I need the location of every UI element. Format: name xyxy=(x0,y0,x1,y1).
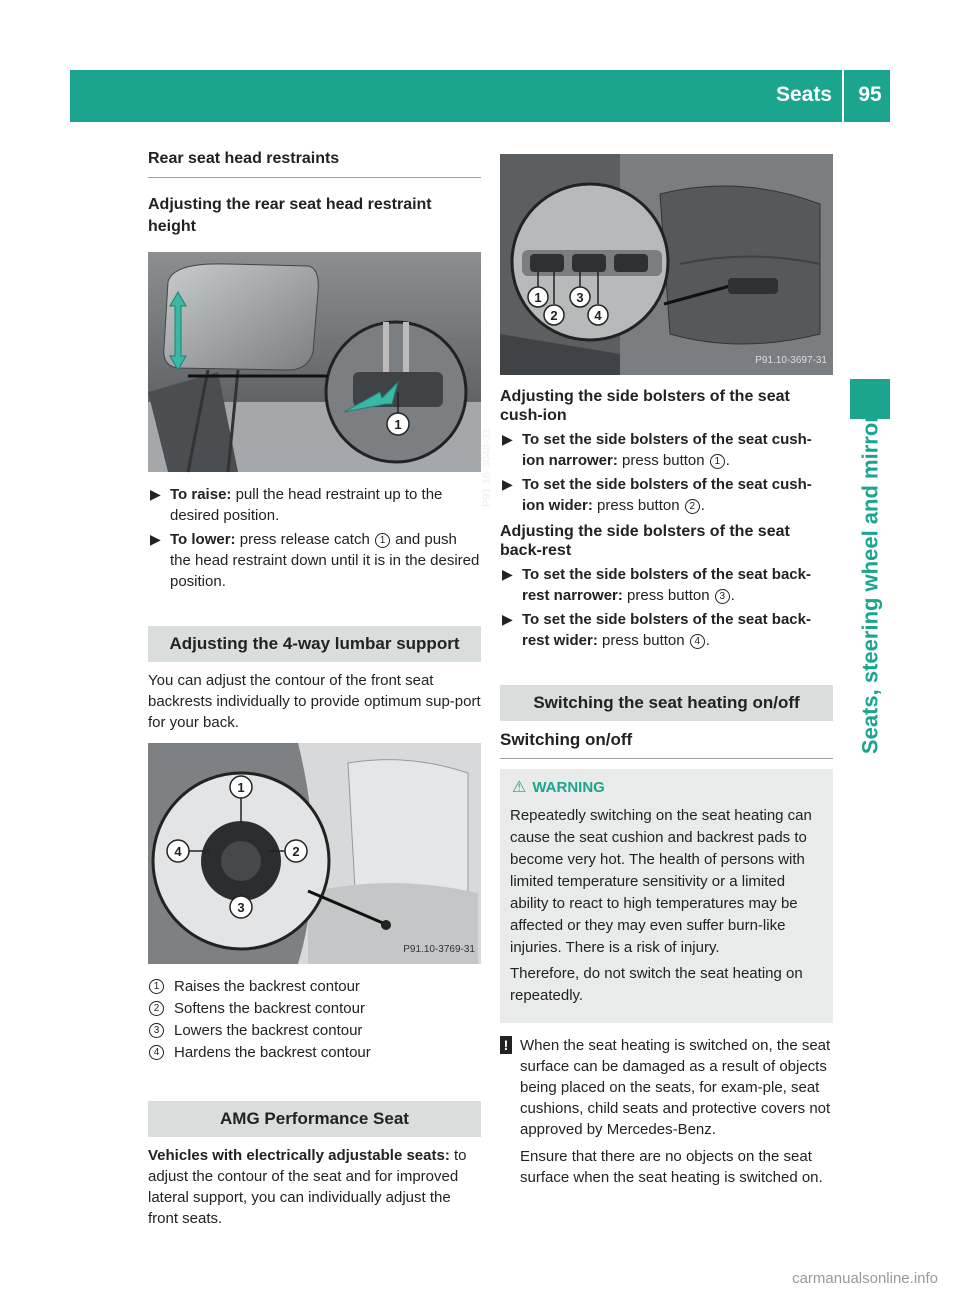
legend-item xyxy=(148,976,481,997)
arrow-icon: ▶ xyxy=(502,566,513,582)
legend-text: Hardens the backrest contour xyxy=(174,1044,371,1061)
bolster-callout-1: 1 xyxy=(534,290,542,305)
lumbar-callout-3: 3 xyxy=(237,900,245,915)
figure-side-bolsters xyxy=(500,154,833,375)
header-bar xyxy=(70,70,890,122)
figure-lumbar xyxy=(148,743,481,964)
backrest-steps xyxy=(500,564,833,651)
legend-num: 2 xyxy=(149,1001,164,1016)
raise-text: pull the head restraint up to the desired position. xyxy=(170,486,443,524)
legend-num: 3 xyxy=(149,1023,164,1038)
arrow-icon: ▶ xyxy=(150,531,161,547)
step-text: press button xyxy=(602,632,685,649)
head-restraint-illustration xyxy=(148,252,481,472)
step-cushion-narrow: ▶ To set the side bolsters of the seat cush-ion narrower: press button 1 . xyxy=(502,431,812,469)
right-column xyxy=(500,154,833,1194)
legend-text: Lowers the backrest contour xyxy=(174,1022,363,1039)
subheading-cushion: Adjusting the side bolsters of the seat cush-ion xyxy=(500,388,790,424)
lumbar-body: You can adjust the contour of the front seat backrests individually to provide optimum sup-port for your back. xyxy=(148,672,481,731)
raise-label: To raise: xyxy=(170,486,232,503)
header-section-title: Seats xyxy=(775,83,832,106)
callout-ref: 1 xyxy=(710,454,725,469)
step-back-wide: ▶ To set the side bolsters of the seat back-rest wider: press button 4 . xyxy=(502,611,811,649)
side-bolster-illustration xyxy=(500,154,833,375)
warning-title xyxy=(510,777,823,799)
step-label: To set the side bolsters of the seat back-rest wider: xyxy=(522,611,811,649)
subheading-head-restraint-height: Adjusting the rear seat head restraint height xyxy=(148,196,432,235)
arrow-icon: ▶ xyxy=(502,611,513,627)
subheading-backrest: Adjusting the side bolsters of the seat back-rest xyxy=(500,523,790,559)
cushion-steps xyxy=(500,429,833,516)
left-column xyxy=(148,148,493,1239)
page-number: 95 xyxy=(858,83,882,106)
callout-ref: 3 xyxy=(715,589,730,604)
section-title-lumbar: Adjusting the 4-way lumbar support xyxy=(148,626,481,662)
amg-body xyxy=(148,1145,481,1229)
step-back-narrow: ▶ To set the side bolsters of the seat back-rest narrower: press button 3 . xyxy=(502,566,811,604)
warning-icon: ⚠ xyxy=(512,779,527,796)
arrow-icon: ▶ xyxy=(502,431,513,447)
callout-ref: 1 xyxy=(375,533,390,548)
lower-text-a: press release catch xyxy=(239,531,370,548)
header-separator xyxy=(842,70,844,122)
footer-watermark: carmanualsonline.info xyxy=(792,1270,938,1287)
side-tab-text: Seats, steering wheel and mirrors xyxy=(857,401,883,755)
lumbar-illustration xyxy=(148,743,481,964)
subheading-switching-on-off: Switching on/off xyxy=(500,729,833,759)
legend-item xyxy=(148,998,481,1019)
arrow-icon: ▶ xyxy=(502,476,513,492)
fig1-callout-1: 1 xyxy=(394,417,402,432)
bolster-callout-4: 4 xyxy=(594,308,602,323)
bolster-callout-2: 2 xyxy=(550,308,558,323)
lumbar-legend xyxy=(148,976,481,1063)
amg-lead: Vehicles with electrically adjustable seats: xyxy=(148,1147,450,1164)
bolster-callout-3: 3 xyxy=(576,290,584,305)
head-restraint-steps xyxy=(148,484,481,592)
step-lower xyxy=(148,529,481,592)
lumbar-callout-4: 4 xyxy=(174,844,182,859)
legend-text: Raises the backrest contour xyxy=(174,978,360,995)
fig1-code: P91.16-3048-31 xyxy=(481,428,493,507)
bolster-fig-code: P91.10-3697-31 xyxy=(755,355,827,366)
legend-num: 4 xyxy=(149,1045,164,1060)
callout-ref: 2 xyxy=(685,499,700,514)
note-box xyxy=(500,1035,833,1188)
step-text: press button xyxy=(597,497,680,514)
lumbar-callout-1: 1 xyxy=(237,780,245,795)
warning-box xyxy=(500,769,833,1023)
lumbar-callout-2: 2 xyxy=(292,844,300,859)
legend-item xyxy=(148,1042,481,1063)
legend-num: 1 xyxy=(149,979,164,994)
lower-label: To lower: xyxy=(170,531,236,548)
warning-title-text: WARNING xyxy=(532,779,605,796)
warning-p2: Therefore, do not switch the seat heating on repeatedly. xyxy=(510,965,803,1004)
exclamation-icon: ! xyxy=(500,1036,512,1054)
step-label: To set the side bolsters of the seat cush-ion narrower: xyxy=(522,431,812,469)
arrow-icon: ▶ xyxy=(150,486,161,502)
section-title-amg: AMG Performance Seat xyxy=(148,1101,481,1137)
note-p2: Ensure that there are no objects on the seat surface when the seat heating is switched on. xyxy=(520,1148,823,1186)
lower-text-b: and push the head restraint down until it is in the desired position. xyxy=(170,531,480,590)
warning-p1: Repeatedly switching on the seat heating can cause the seat cushion and backrest pads to become very hot. The health of persons with limited temperature sensitivity or a limited ability to react to high temperatures may be affected or they may even suffer burn-like injuries. There is a risk of injury. xyxy=(510,807,812,956)
step-cushion-wide: ▶ To set the side bolsters of the seat cush-ion wider: press button 2 . xyxy=(502,476,812,514)
section-title-rear-head-restraints: Rear seat head restraints xyxy=(148,148,481,178)
legend-item xyxy=(148,1020,481,1041)
step-text: press button xyxy=(627,587,710,604)
note-p1: When the seat heating is switched on, the seat surface can be damaged as a result of objects being placed on the seats, for exam-ple, seat cushions, child seats and protective covers not approved by Mercedes-Benz. xyxy=(520,1037,831,1138)
step-text: press button xyxy=(622,452,705,469)
callout-ref: 4 xyxy=(690,634,705,649)
section-title-seat-heating: Switching the seat heating on/off xyxy=(500,685,833,721)
step-raise xyxy=(148,484,481,526)
step-label: To set the side bolsters of the seat back-rest narrower: xyxy=(522,566,811,604)
step-label: To set the side bolsters of the seat cush-ion wider: xyxy=(522,476,812,514)
legend-text: Softens the backrest contour xyxy=(174,1000,365,1017)
lumbar-fig-code: P91.10-3769-31 xyxy=(403,944,475,955)
amg-text: to adjust the contour of the seat and for improved lateral support, you can individually adjust the front seats. xyxy=(148,1147,467,1227)
